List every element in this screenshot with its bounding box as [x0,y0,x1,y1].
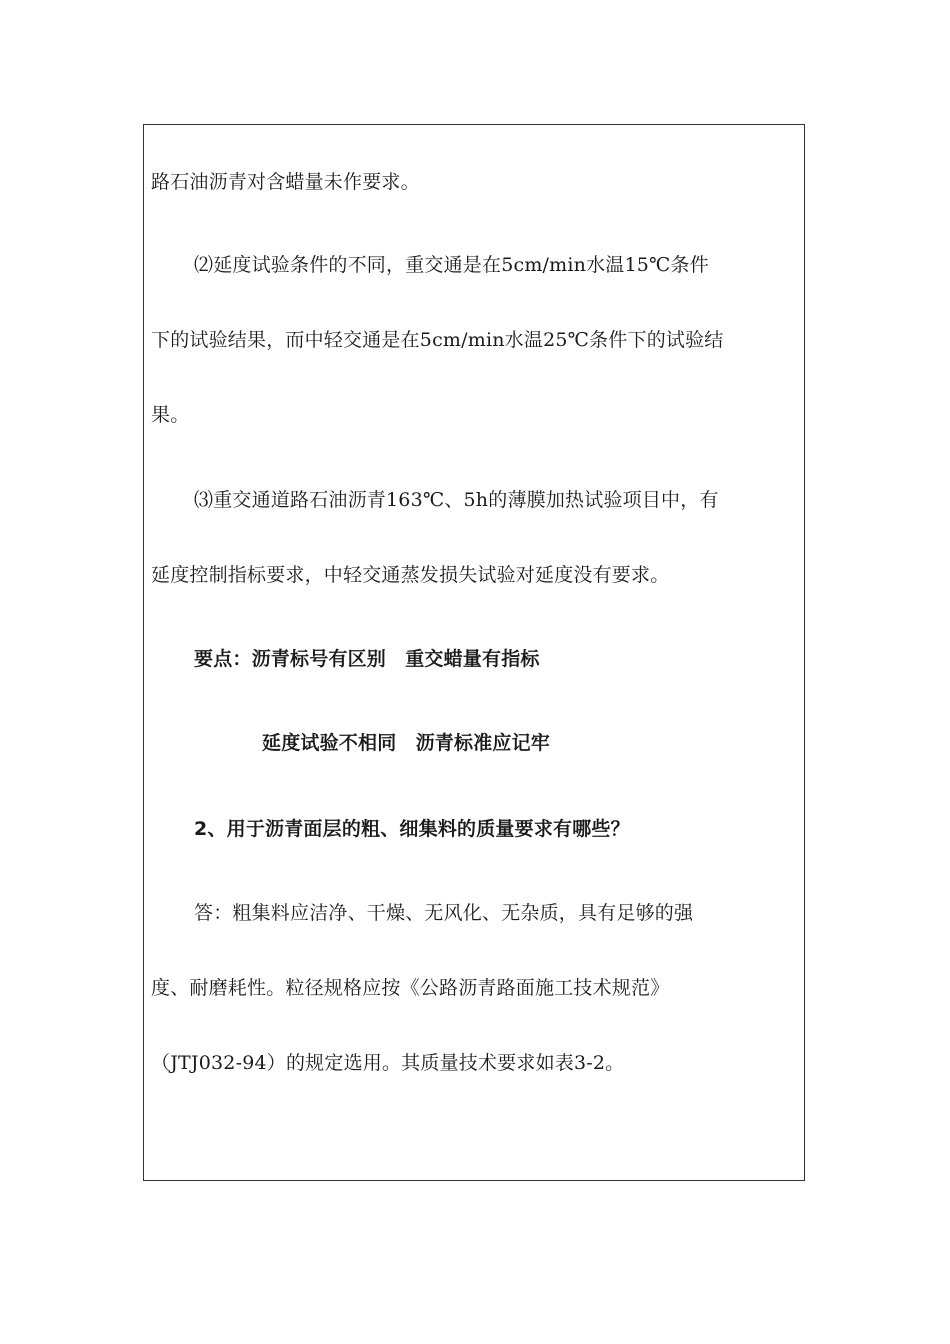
key-points-line-2: 延度试验不相同 沥青标准应记牢 [262,732,551,754]
paragraph-line-film-heating-2: 延度控制指标要求，中轻交通蒸发损失试验对延度没有要求。 [151,564,670,586]
answer-line-3: （JTJ032-94）的规定选用。其质量技术要求如表3-2。 [151,1052,625,1074]
question-heading: 2、用于沥青面层的粗、细集料的质量要求有哪些？ [194,818,630,840]
paragraph-line-ductility-condition-2: 下的试验结果，而中轻交通是在5cm/min水温25℃条件下的试验结 [151,329,724,351]
paragraph-line-film-heating-1: ⑶重交通道路石油沥青163℃、5h的薄膜加热试验项目中，有 [194,489,719,511]
paragraph-line-ductility-condition-1: ⑵延度试验条件的不同，重交通是在5cm/min水温15℃条件 [194,254,709,276]
answer-line-1: 答：粗集料应洁净、干燥、无风化、无杂质，具有足够的强 [194,902,694,924]
answer-line-2: 度、耐磨耗性。粒径规格应按《公路沥青路面施工技术规范》 [151,977,670,999]
key-points-line-1: 要点：沥青标号有区别 重交蜡量有指标 [194,648,540,670]
paragraph-line-ductility-condition-3: 果。 [151,404,190,426]
paragraph-line-wax-requirement: 路石油沥青对含蜡量未作要求。 [151,171,420,193]
